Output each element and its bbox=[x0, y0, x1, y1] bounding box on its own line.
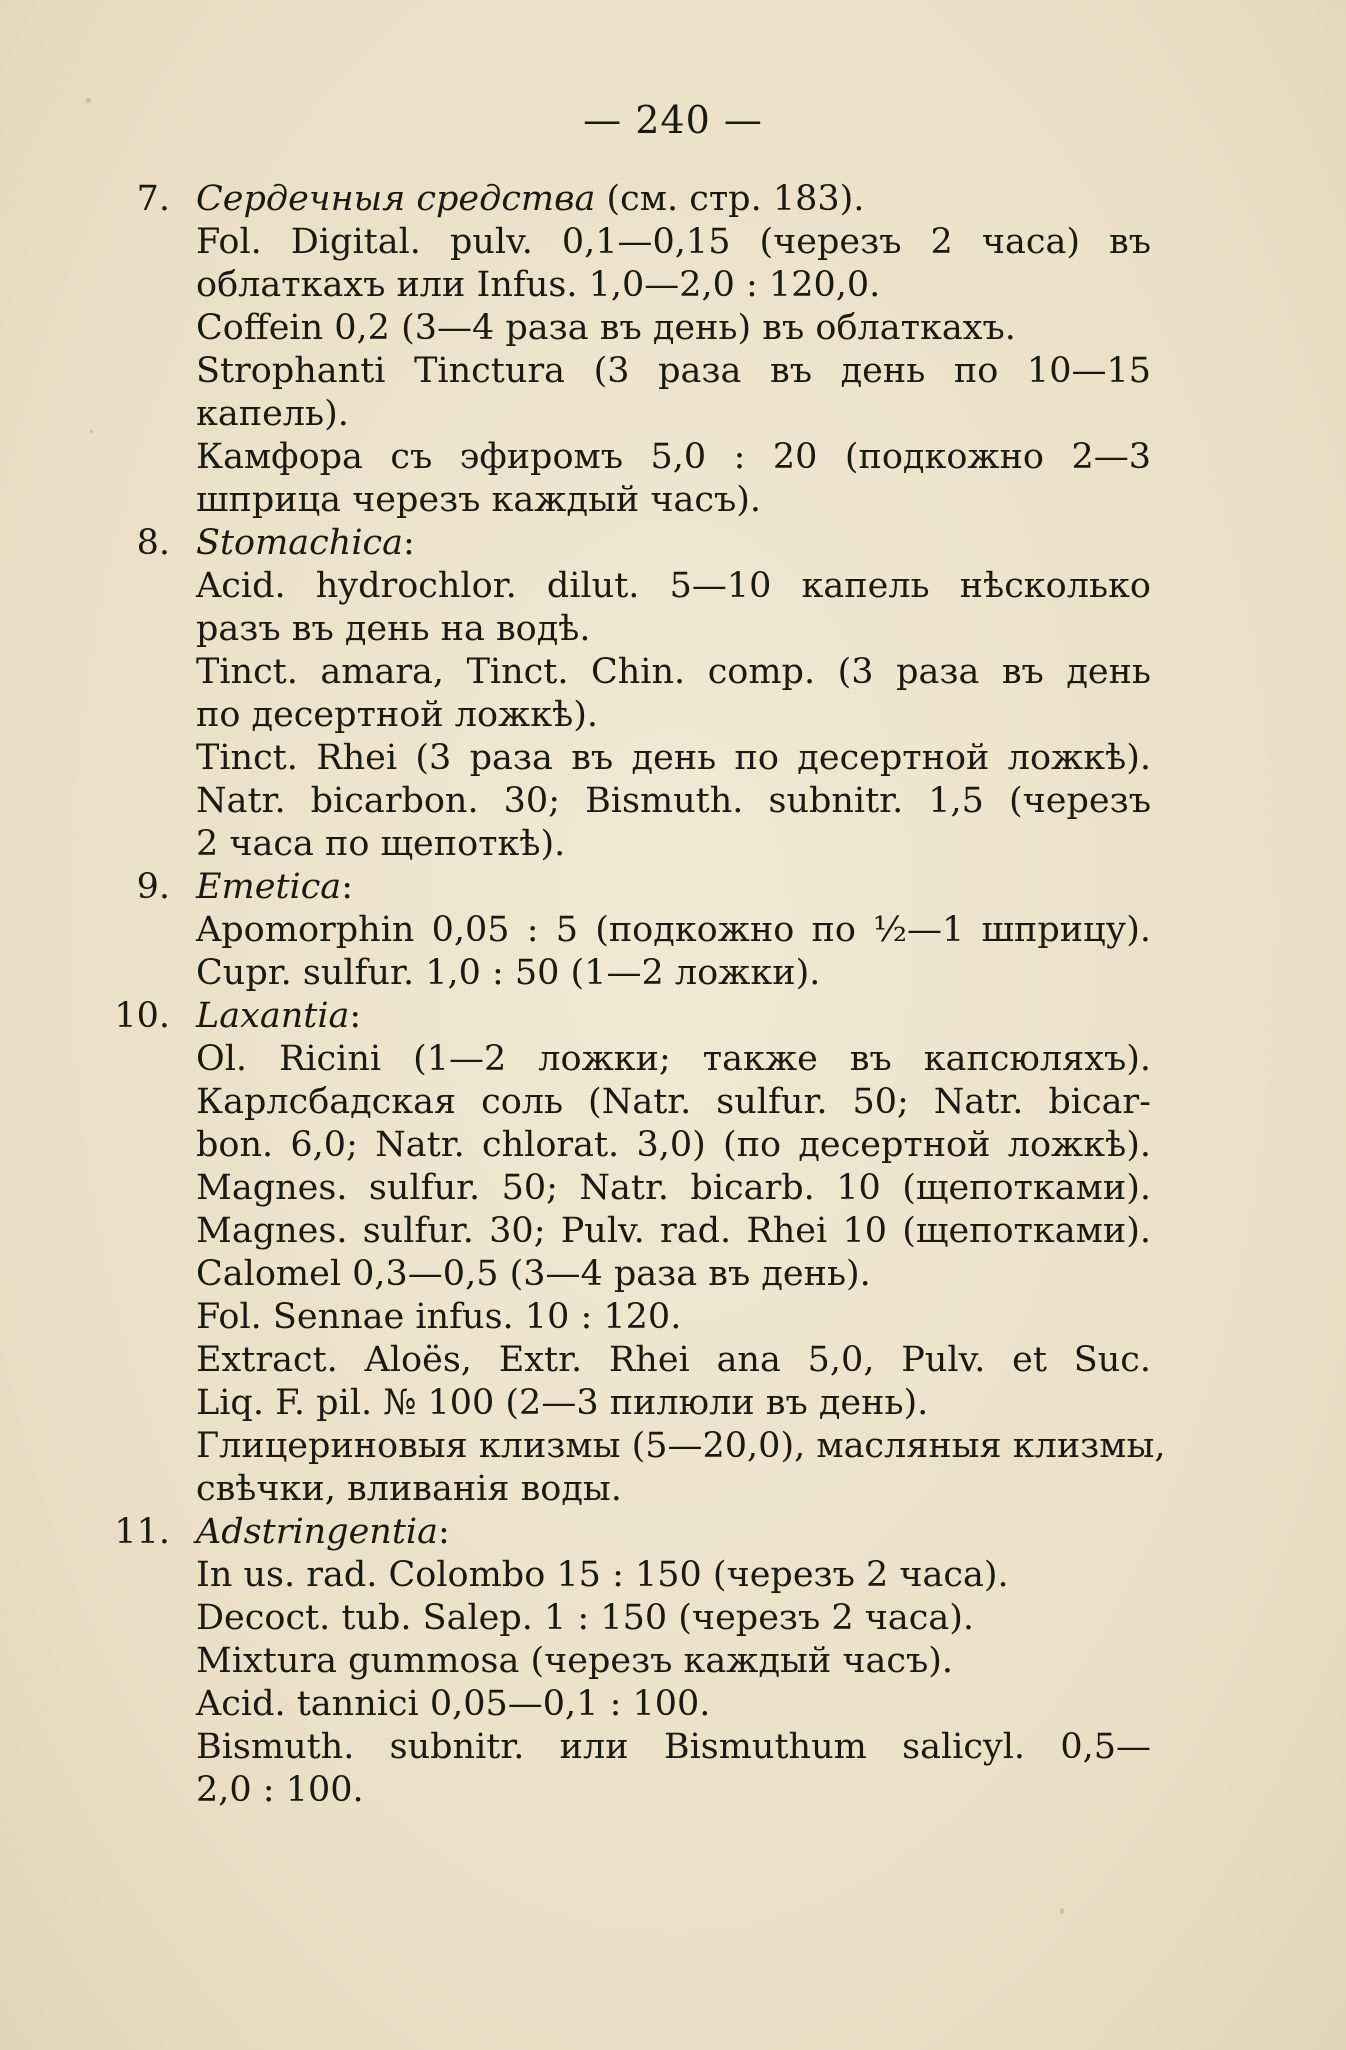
text-line: Acid. tannici 0,05—0,1 : 100. bbox=[196, 1684, 711, 1724]
section-8 bbox=[0, 522, 1346, 866]
text-line: Strophanti Tinctura (3 раза въ день по 10—15 bbox=[196, 351, 1151, 391]
text-line: Extract. Aloës, Extr. Rhei ana 5,0, Pulv. et Suc. bbox=[196, 1340, 1151, 1380]
text-line: In us. rad. Colombo 15 : 150 (черезъ 2 часа). bbox=[196, 1555, 1009, 1595]
text-line: 2,0 : 100. bbox=[196, 1770, 364, 1810]
text-line: Tinct. amara, Tinct. Chin. comp. (3 раза въ день bbox=[196, 652, 1151, 692]
text-line: Cupr. sulfur. 1,0 : 50 (1—2 ложки). bbox=[196, 953, 821, 993]
text-line: Ol. Ricini (1—2 ложки; также въ капсюляхъ). bbox=[196, 1039, 1151, 1079]
text-line: Карлсбадская соль (Natr. sulfur. 50; Natr. bicar- bbox=[196, 1082, 1151, 1122]
text-line: Decoct. tub. Salep. 1 : 150 (черезъ 2 часа). bbox=[196, 1598, 975, 1638]
section-heading: Stomachica bbox=[196, 523, 403, 563]
text-line: шприца черезъ каждый часъ). bbox=[196, 480, 762, 520]
section-heading-line bbox=[0, 866, 1346, 909]
section-heading: Сердечныя средства bbox=[196, 179, 596, 219]
text-line: Bismuth. subnitr. или Bismuthum salicyl. 0,5— bbox=[196, 1727, 1151, 1767]
section-heading-suffix: : bbox=[402, 523, 415, 563]
text-line: облаткахъ или Infus. 1,0—2,0 : 120,0. bbox=[196, 265, 881, 305]
section-heading-line bbox=[0, 995, 1346, 1038]
text-line: Coffein 0,2 (3—4 раза въ день) въ облаткахъ. bbox=[196, 308, 1016, 348]
text-line: Камфора съ эфиромъ 5,0 : 20 (подкожно 2—3 bbox=[196, 437, 1151, 477]
section-heading-suffix: : bbox=[341, 867, 353, 907]
text-line: по десертной ложкѣ). bbox=[196, 695, 598, 735]
section-10 bbox=[0, 995, 1346, 1511]
text-line: Глицериновыя клизмы (5—20,0), масляныя клизмы, bbox=[196, 1426, 1166, 1466]
section-number: 9. bbox=[136, 867, 170, 907]
section-number: 10. bbox=[114, 996, 170, 1036]
text-line: 2 часа по щепоткѣ). bbox=[196, 824, 566, 864]
text-line: Mixtura gummosa (черезъ каждый часъ). bbox=[196, 1641, 954, 1681]
text-line: капель). bbox=[196, 394, 349, 434]
text-line: Fol. Digital. pulv. 0,1—0,15 (черезъ 2 часа) въ bbox=[196, 222, 1151, 262]
page-number: — 240 — bbox=[583, 98, 763, 142]
section-heading: Emetica bbox=[196, 867, 342, 907]
text-line: Fol. Sennae infus. 10 : 120. bbox=[196, 1297, 682, 1337]
text-line: Tinct. Rhei (3 раза въ день по десертной ложкѣ). bbox=[196, 738, 1151, 778]
section-heading-suffix: : bbox=[349, 996, 362, 1036]
section-number: 7. bbox=[136, 179, 170, 219]
section-number: 8. bbox=[136, 523, 170, 563]
paper-speck bbox=[1060, 1908, 1064, 1914]
section-heading-line bbox=[0, 178, 1346, 221]
section-heading: Adstringentia bbox=[196, 1512, 438, 1552]
text-line: Apomorphin 0,05 : 5 (подкожно по ½—1 шприцу). bbox=[196, 910, 1151, 950]
text-line: Natr. bicarbon. 30; Bismuth. subnitr. 1,5 (черезъ bbox=[196, 781, 1151, 821]
page-body bbox=[0, 178, 1346, 1812]
text-line: Magnes. sulfur. 50; Natr. bicarb. 10 (щепотками). bbox=[196, 1168, 1151, 1208]
text-line: bon. 6,0; Natr. chlorat. 3,0) (по десертной ложкѣ). bbox=[196, 1125, 1151, 1165]
text-line: Liq. F. pil. № 100 (2—3 пилюли въ день). bbox=[196, 1383, 929, 1423]
section-11 bbox=[0, 1511, 1346, 1812]
section-heading-line bbox=[0, 522, 1346, 565]
text-line: Calomel 0,3—0,5 (3—4 раза въ день). bbox=[196, 1254, 871, 1294]
section-heading: Laxantia bbox=[196, 996, 350, 1036]
text-line: разъ въ день на водѣ. bbox=[196, 609, 591, 649]
section-heading-line bbox=[0, 1511, 1346, 1554]
text-line: Acid. hydrochlor. dilut. 5—10 капель нѣсколько bbox=[196, 566, 1151, 606]
section-7 bbox=[0, 178, 1346, 522]
text-line: свѣчки, вливанія воды. bbox=[196, 1469, 622, 1509]
text-line: Magnes. sulfur. 30; Pulv. rad. Rhei 10 (щепотками). bbox=[196, 1211, 1151, 1251]
section-heading-suffix: : bbox=[437, 1512, 450, 1552]
section-heading-suffix: (см. стр. 183). bbox=[595, 179, 865, 219]
section-9 bbox=[0, 866, 1346, 995]
section-number: 11. bbox=[114, 1512, 170, 1552]
